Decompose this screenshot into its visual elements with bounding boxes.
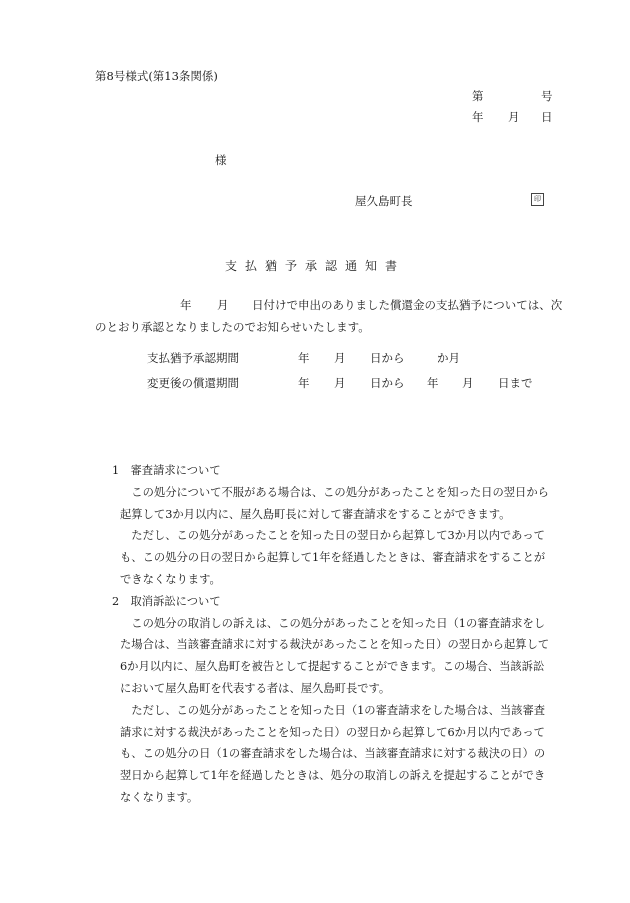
repayment-month: 月: [334, 376, 346, 390]
review-paragraph-line: この処分について不服がある場合は、この処分があったことを知った日の翌日から: [120, 485, 549, 499]
lawsuit-paragraph-line: ただし、この処分があったことを知った日（1の審査請求をした場合は、当該審査: [120, 703, 546, 717]
review-paragraph-line: ただし、この処分があったことを知った日の翌日から起算して3か月以内であって: [120, 529, 545, 543]
period-label: 支払猶予承認期間: [147, 351, 239, 365]
issue-date-month: 月: [508, 110, 520, 124]
issue-date-year: 年: [472, 110, 484, 124]
document-number-prefix: 第: [472, 89, 484, 103]
period-months: か月: [437, 351, 460, 365]
lawsuit-paragraph-line: た場合は、当該審査請求に対する裁決があったことを知った日）の翌日から起算して: [120, 638, 550, 652]
review-paragraph-line: できなくなります。: [120, 572, 221, 586]
review-paragraph-line: 起算して3か月以内に、屋久島町長に対して審査請求をすることができます。: [120, 507, 511, 521]
repayment-year: 年: [298, 376, 310, 390]
review-paragraph-line: も、この処分の日の翌日から起算して1年を経過したときは、審査請求をすることが: [120, 551, 546, 565]
document-number-suffix: 号: [541, 89, 553, 103]
lawsuit-paragraph-line: 翌日から起算して1年を経過したときは、処分の取消しの訴えを提起することができ: [120, 769, 546, 783]
lawsuit-paragraph-line: 6か月以内に、屋久島町を被告として提起することができます。この場合、当該訴訟: [120, 660, 545, 674]
repayment-from: 日から: [370, 376, 405, 390]
form-number-label: 第8号様式(第13条関係): [95, 69, 218, 83]
addressee-honorific: 様: [215, 153, 227, 167]
period-month: 月: [334, 351, 346, 365]
lawsuit-paragraph-line: において屋久島町を代表する者は、屋久島町長です。: [120, 681, 391, 695]
lawsuit-paragraph-line: なくなります。: [120, 790, 199, 804]
section-heading-lawsuit: 2 取消訴訟について: [112, 594, 221, 608]
repayment-label: 変更後の償還期間: [147, 376, 239, 390]
period-from: 日から: [370, 351, 405, 365]
lawsuit-paragraph-line: 請求に対する裁決があったことを知った日）の翌日から起算して6か月以内であって: [120, 725, 545, 739]
intro-month: 月: [217, 298, 229, 312]
repayment-end-year: 年: [427, 376, 439, 390]
intro-line-1: 日付けで申出のありました償還金の支払猶予については、次: [252, 298, 563, 312]
period-year: 年: [298, 351, 310, 365]
intro-year: 年: [180, 298, 192, 312]
lawsuit-paragraph-line: も、この処分の日（1の審査請求をした場合は、当該審査請求に対する裁決の日）の: [120, 747, 546, 761]
intro-line-2: のとおり承認となりましたのでお知らせいたします。: [95, 320, 370, 334]
section-heading-review: 1 審査請求について: [112, 464, 221, 477]
repayment-until: 日まで: [498, 376, 533, 390]
issue-date-day: 日: [541, 110, 553, 124]
seal-mark: 印: [531, 193, 544, 206]
repayment-end-month: 月: [462, 376, 474, 390]
lawsuit-paragraph-line: この処分の取消しの訴えは、この処分があったことを知った日（1の審査請求をし: [120, 616, 546, 630]
notes-section: [100, 460, 580, 809]
document-title: 支払猶予承認通知書: [224, 259, 405, 273]
issuer-title: 屋久島町長: [355, 194, 413, 208]
